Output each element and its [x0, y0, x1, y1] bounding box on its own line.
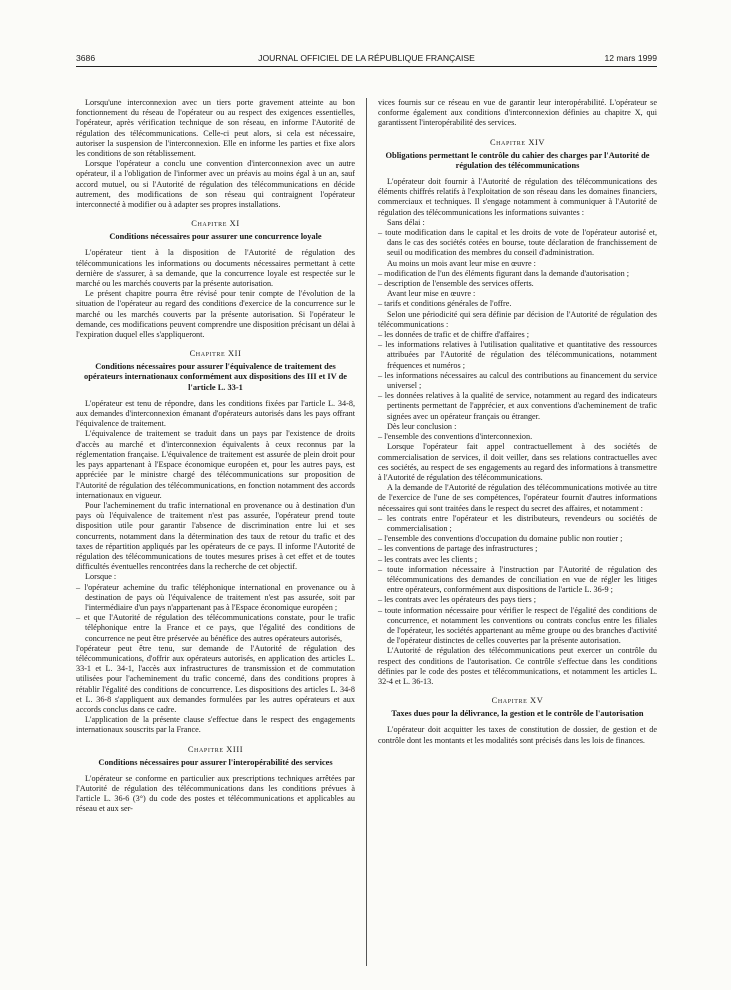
list-intro: Avant leur mise en œuvre : — [387, 289, 476, 299]
paragraph: L'opérateur se conforme en particulier aux prescriptions techniques arrêtées par l'Autorité de régulation des télécommunications dans les conditions prévues à l'article L. 36-6 (3°) du code des postes et télécommunications et applicables au réseau et aux ser- — [76, 773, 355, 814]
chapter-heading: Chapitre XI — [191, 219, 240, 229]
paragraph: L'application de la présente clause s'effectue dans le respect des engagements internationaux souscrits par la France. — [76, 715, 355, 735]
paragraph: Lorsque l'opérateur fait appel contractuellement à des sociétés de commercialisation de services, il doit veiller, dans ses relations contractuelles avec ces sociétés, au respect de ses engagements au regard des informations à transmettre à l'Autorité de régulation des télécommunications. — [378, 442, 657, 482]
list-item: – les informations relatives à l'utilisation qualitative et quantitative des ressources attribuées par l'Autorité de régulation des télécommunications, notamment fréquences et numéros ; — [378, 340, 657, 370]
paragraph: L'opérateur doit acquitter les taxes de constitution de dossier, de gestion et de contrôle dont les montants et les modalités sont précisés dans les lois de finances. — [378, 725, 657, 745]
issue-date: 12 mars 1999 — [604, 53, 657, 63]
chapter-heading: Chapitre XV — [491, 696, 544, 706]
list-item: – les informations nécessaires au calcul des contributions au financement du service universel ; — [378, 370, 657, 391]
list-item: – l'ensemble des conventions d'occupation du domaine public non routier ; — [378, 534, 623, 544]
list-item: – les conventions de partage des infrastructures ; — [378, 544, 538, 554]
right-column — [378, 98, 657, 746]
chapter-title: Taxes dues pour la délivrance, la gestion et le contrôle de l'autorisation — [391, 709, 644, 719]
chapter-title: Obligations permettant le contrôle du cahier des charges par l'Autorité de régulation des télécommunications — [385, 150, 650, 170]
list-intro: Sans délai : — [387, 217, 425, 227]
list-item: – et que l'Autorité de régulation des télécommunications constate, pour le trafic téléphonique entre la France et ce pays, que l'égalité des conditions de concurrence ne peut être préservée au bénéfice des autres opérateurs autorisés, — [76, 613, 355, 643]
list-intro: Au moins un mois avant leur mise en œuvre : — [387, 258, 536, 268]
list-item: – toute modification dans le capital et les droits de vote de l'opérateur autorisé et, dans le cas des sociétés cotées en bourse, toute déclaration de franchissement de seuil ou modification des membres du conseil d'administration. — [378, 228, 657, 258]
list-intro: Dès leur conclusion : — [387, 421, 457, 431]
paragraph: L'opérateur doit fournir à l'Autorité de régulation des télécommunications des éléments chiffrés relatifs à l'exploitation de son réseau dans les domaines financiers, commerciaux et techniques. Il s'engage notamment à communiquer à l'Autorité de régulation des télécommunications les informations suivantes : — [378, 177, 657, 217]
left-column — [76, 98, 355, 815]
text-columns — [76, 98, 657, 990]
paragraph: vices fournis sur ce réseau en vue de garantir leur interopérabilité. L'opérateur se conforme également aux conditions d'interconnexion définies au chapitre X, qui garantissent l'interopérabilité des services. — [378, 98, 657, 128]
paragraph: A la demande de l'Autorité de régulation des télécommunications motivée au titre de l'exercice de l'une de ses compétences, l'opérateur fournit d'autres informations nécessaires qui sont traitées dans le respect du secret des affaires, et notamment : — [378, 483, 657, 513]
chapter-title: Conditions nécessaires pour assurer l'équivalence de traitement des opérateurs internationaux conformément aux dispositions des III et IV de l'article L. 33-1 — [84, 362, 347, 392]
list-item: – tarifs et conditions générales de l'offre. — [378, 299, 512, 309]
list-item: – les contrats avec les clients ; — [378, 554, 478, 564]
paragraph: Pour l'acheminement du trafic international en provenance ou à destination d'un pays où l'équivalence de traitement n'est pas assurée, l'opérateur prend toute disposition utile pour garantir l'absence de discrimination entre lui et ses concurrents, notamment dans la détermination des taux de retour du trafic et des taxes de répartition appliqués par les opérateurs de ce pays. Il informe l'Autorité de régulation des télécommunications de toutes mesures prises à cet effet et de toutes difficultés éventuelles rencontrées dans la recherche de cet objectif. — [76, 500, 355, 572]
paragraph: L'opérateur est tenu de répondre, dans les conditions fixées par l'article L. 34-8, aux demandes d'interconnexion émanant d'opérateurs autorisés dans les pays offrant l'équivalence de traitement. — [76, 398, 355, 429]
paragraph: Selon une périodicité qui sera définie par décision de l'Autorité de régulation des télécommunications : — [378, 309, 657, 329]
list-item: – description de l'ensemble des services offerts. — [378, 279, 534, 289]
page-header — [76, 52, 657, 67]
journal-title: JOURNAL OFFICIEL DE LA RÉPUBLIQUE FRANÇAISE — [258, 53, 475, 63]
list-item: – l'ensemble des conventions d'interconnexion. — [378, 432, 533, 442]
chapter-heading: Chapitre XIII — [187, 744, 244, 754]
list-item: – les données de trafic et de chiffre d'affaires ; — [378, 330, 529, 340]
list-item: – modification de l'un des éléments figurant dans la demande d'autorisation ; — [378, 268, 630, 278]
list-item: – les données relatives à la qualité de service, notamment au regard des indicateurs pertinents permettant de l'apprécier, et aux conventions d'acheminement de trafic signées avec un opérateur français ou étranger. — [378, 391, 657, 421]
list-item: – toute information nécessaire pour vérifier le respect de l'égalité des conditions de concurrence, et notamment les conventions ou contrats conclus entre les filiales de l'opérateur, les sociétés appartenant au même groupe ou des branches d'activité de l'opérateur distinctes de celles couvertes par la présente autorisation. — [378, 605, 657, 646]
paragraph: Le présent chapitre pourra être révisé pour tenir compte de l'évolution de la situation de l'opérateur au regard des conditions d'exercice de la concurrence sur le marché ou les marchés couverts par la présente autorisation. Si l'opérateur le demande, ces modifications peuvent comprendre une disposition précisant un délai à l'expiration duquel elles s'appliqueront. — [76, 289, 355, 340]
paragraph: Lorsque l'opérateur a conclu une convention d'interconnexion avec un autre opérateur, il a l'obligation de l'informer avec un préavis au moins égal à un an, sauf accord mutuel, ou si l'Autorité de régulation des télécommunications en décide autrement, des modifications de son réseau qui contraignent l'opérateur interconnecté à modifier ou à adapter ses propres installations. — [76, 159, 355, 210]
chapter-heading: Chapitre XII — [189, 349, 242, 359]
list-item: – les contrats entre l'opérateur et les distributeurs, revendeurs ou sociétés de commercialisation ; — [378, 513, 657, 533]
chapter-title: Conditions nécessaires pour assurer l'interopérabilité des services — [98, 757, 333, 767]
paragraph: l'opérateur peut être tenu, sur demande de l'Autorité de régulation des télécommunications, d'offrir aux opérateurs autorisés, en application des articles L. 33-1 et L. 34-1, l'accès aux infrastructures de transmission et de commutation utilisées pour l'acheminement du trafic concerné, dans des conditions propres à rétablir l'égalité des conditions de concurrence. Les dispositions des articles L. 34-8 et L. 36-8 s'appliquent aux demandes formulées par les autres opérateurs et aux accords conclus dans ce cadre. — [76, 643, 355, 714]
chapter-title: Conditions nécessaires pour assurer une concurrence loyale — [109, 232, 322, 242]
paragraph: L'équivalence de traitement se traduit dans un pays par l'existence de droits d'accès au marché et d'interconnexion équivalents à ceux reconnus par la réglementation française. L'équivalence de traitement est assurée de plein droit pour les pays appartenant à l'Espace économique européen et, pour les autres pays, est appréciée par le ministre chargé des télécommunications sur proposition de l'Autorité de régulation des télécommunications, en fonction notamment des accords internationaux en vigueur. — [76, 429, 355, 500]
list-item: – les contrats avec les opérateurs des pays tiers ; — [378, 595, 537, 605]
paragraph: Lorsqu'une interconnexion avec un tiers porte gravement atteinte au bon fonctionnement du réseau de l'opérateur ou au respect des exigences essentielles, l'opérateur, après vérification technique de son réseau, en informe l'Autorité de régulation des télécommunications. Celle-ci peut alors, si cela est nécessaire, autoriser la suspension de l'interconnexion. Elle en informe les parties et fixe alors les conditions de son rétablissement. — [76, 98, 355, 159]
list-item: – toute information nécessaire à l'instruction par l'Autorité de régulation des télécommunications des demandes de conciliation en vue de régler les litiges entre opérateurs, conformément aux dispositions de l'article L. 36-9 ; — [378, 564, 657, 595]
paragraph: Lorsque : — [85, 572, 117, 582]
paragraph: L'Autorité de régulation des télécommunications peut exercer un contrôle du respect des conditions de l'autorisation. Ce contrôle s'effectue dans les conditions définies par le code des postes et télécommunications, et notamment les articles L. 32-4 et L. 36-13. — [378, 646, 657, 686]
chapter-heading: Chapitre XIV — [489, 137, 546, 147]
page-number: 3686 — [76, 53, 96, 63]
paragraph: L'opérateur tient à la disposition de l'Autorité de régulation des télécommunications les informations ou documents nécessaires permettant à cette dernière de s'assurer, à sa demande, que la concurrence loyale est respectée sur le marché ou les marchés couverts par la présente autorisation. — [76, 248, 355, 289]
column-divider — [366, 98, 367, 966]
list-item: – l'opérateur achemine du trafic téléphonique international en provenance ou à destination de pays où l'équivalence de traitement n'est pas assurée, soit par l'intermédiaire d'un pays n'appartenant pas à l'Espace économique européen ; — [76, 582, 355, 612]
